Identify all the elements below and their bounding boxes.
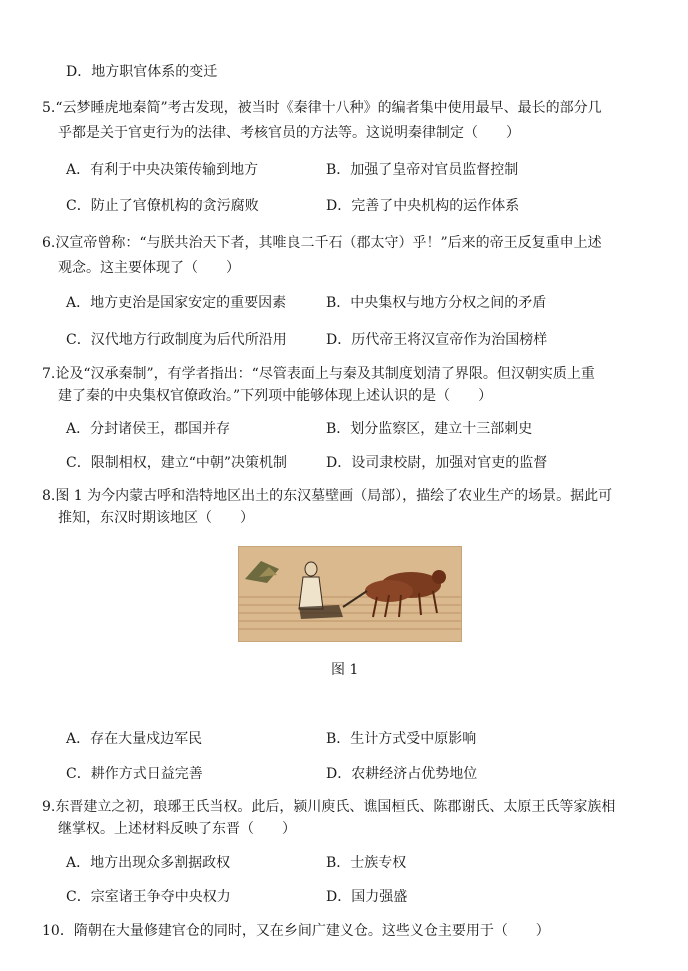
mural-figure-image [238, 546, 462, 642]
q8-option-a: A．存在大量戍边军民 [66, 731, 203, 747]
q7-stem-line1: 7.论及“汉承秦制”，有学者指出：“尽管表面上与秦及其制度划清了界限。但汉朝实质上重 [42, 366, 595, 382]
q6-option-d: D．历代帝王将汉宣帝作为治国榜样 [326, 332, 548, 348]
q5-option-b: B．加强了皇帝对官员监督控制 [326, 162, 519, 178]
q9-stem-line2: 继掌权。上述材料反映了东晋（ ） [58, 821, 296, 837]
q9-stem-line1: 9.东晋建立之初，琅琊王氏当权。此后，颍川庾氏、谯国桓氏、陈郡谢氏、太原王氏等家族相 [42, 799, 616, 815]
q5-option-d: D．完善了中央机构的运作体系 [326, 198, 520, 214]
mural-illustration [239, 547, 461, 641]
q8-stem-line1: 8.图 1 为今内蒙古呼和浩特地区出土的东汉墓壁画（局部），描绘了农业生产的场景。据此可 [42, 488, 613, 504]
q10-stem-line1: 10．隋朝在大量修建官仓的同时，又在乡间广建义仓。这些义仓主要用于（ ） [42, 923, 550, 939]
q7-option-a: A．分封诸侯王，郡国并存 [66, 421, 231, 437]
q5-option-a: A．有利于中央决策传输到地方 [66, 162, 259, 178]
q6-stem-line2: 观念。这主要体现了（ ） [58, 260, 240, 276]
q5-stem-line2: 乎都是关于官吏行为的法律、考核官员的方法等。这说明秦律制定（ ） [58, 125, 520, 141]
q6-option-b: B．中央集权与地方分权之间的矛盾 [326, 295, 547, 311]
q6-option-c: C．汉代地方行政制度为后代所沿用 [66, 332, 287, 348]
q5-stem-line1: 5.“云梦睡虎地秦简”考古发现，被当时《秦律十八种》的编者集中使用最早、最长的部分几 [42, 100, 602, 116]
q9-option-b: B．士族专权 [326, 855, 407, 871]
q4-option-d: D．地方职官体系的变迁 [66, 64, 218, 80]
q8-option-c: C．耕作方式日益完善 [66, 766, 203, 782]
q5-option-c: C．防止了官僚机构的贪污腐败 [66, 198, 259, 214]
q7-option-c: C．限制相权，建立“中朝”决策机制 [66, 455, 288, 471]
q8-option-d: D．农耕经济占优势地位 [326, 766, 478, 782]
q6-option-a: A．地方吏治是国家安定的重要因素 [66, 295, 287, 311]
q9-option-d: D．国力强盛 [326, 889, 408, 905]
q9-option-c: C．宗室诸王争夺中央权力 [66, 889, 231, 905]
farmer-body [299, 577, 323, 609]
figure-caption: 图 1 [331, 662, 359, 678]
plow [299, 605, 343, 619]
q7-option-b: B．划分监察区，建立十三部刺史 [326, 421, 533, 437]
q8-stem-line2: 推知，东汉时期该地区（ ） [58, 510, 254, 526]
q9-option-a: A．地方出现众多割据政权 [66, 855, 231, 871]
q7-stem-line2: 建了秦的中央集权官僚政治。”下列项中能够体现上述认识的是（ ） [58, 388, 493, 404]
q8-option-b: B．生计方式受中原影响 [326, 731, 477, 747]
q6-stem-line1: 6.汉宣帝曾称：“与朕共治天下者，其唯良二千石（郡太守）乎！”后来的帝王反复重申上述 [42, 235, 602, 251]
q7-option-d: D．设司隶校尉，加强对官吏的监督 [326, 455, 548, 471]
farmer-head [305, 562, 317, 576]
